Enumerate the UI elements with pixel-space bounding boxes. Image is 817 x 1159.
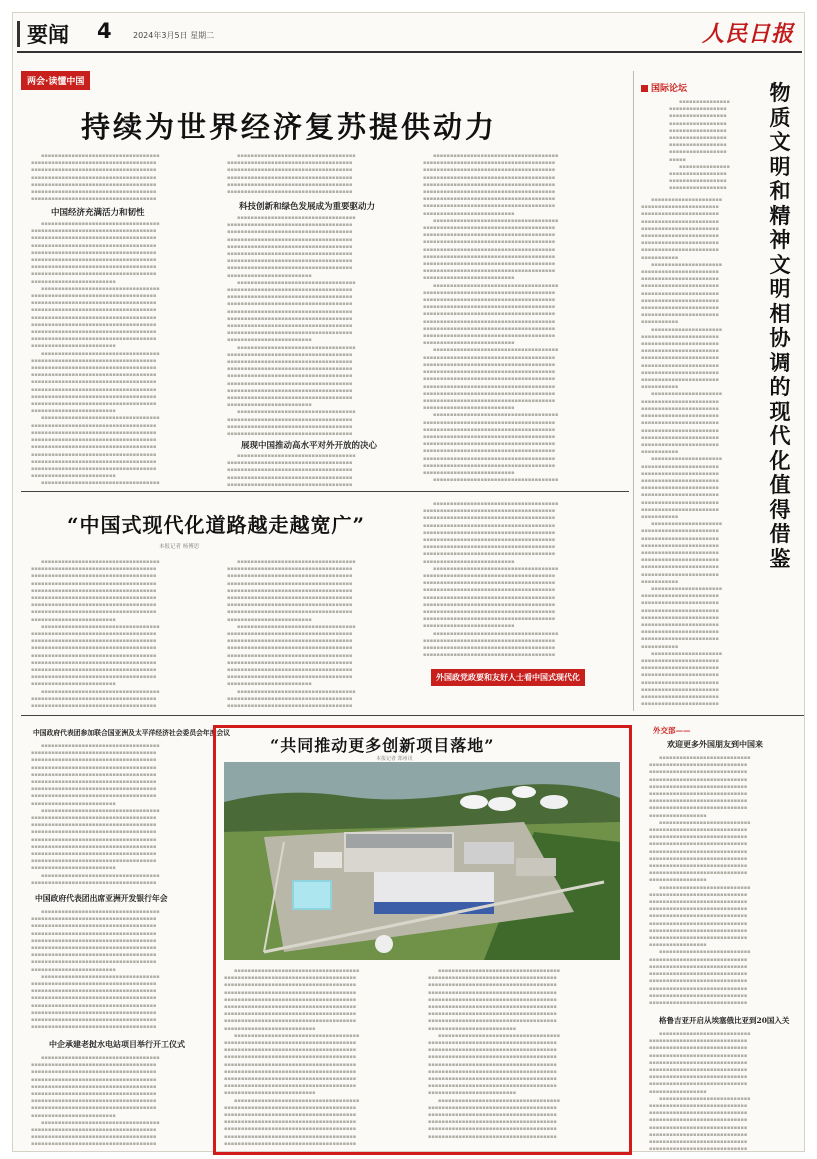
middle-story-column-1: ▪▪▪▪▪▪▪▪▪▪▪▪▪▪▪▪▪▪▪▪▪▪▪▪▪▪▪▪▪▪▪▪▪▪▪ ▪▪▪▪▪▪▪▪▪▪▪▪▪▪▪▪▪▪▪▪▪▪▪▪▪▪▪▪▪▪▪▪▪▪▪▪▪ ▪▪▪▪▪▪▪▪▪▪▪▪▪▪▪▪▪▪▪▪▪▪▪▪▪▪▪▪▪▪▪▪▪▪▪▪▪ ▪▪▪▪▪▪▪▪▪▪▪▪▪▪▪▪▪▪▪▪▪▪▪▪▪▪▪▪▪▪▪▪▪▪▪▪▪ ▪▪▪▪▪▪▪▪▪▪▪▪▪▪▪▪▪▪▪▪▪▪▪▪▪▪▪▪▪▪▪▪▪▪▪▪▪ ▪▪▪▪▪▪▪▪▪▪▪▪▪▪▪▪▪▪▪▪▪▪▪▪▪▪▪▪▪▪▪▪▪▪▪▪▪ ▪▪▪▪▪▪▪▪▪▪▪▪▪▪▪▪▪▪▪▪▪▪▪▪▪▪▪▪▪▪▪▪▪▪▪▪▪ ▪▪▪▪▪▪▪▪▪▪▪▪▪▪▪▪▪▪▪▪▪▪▪▪▪▪▪▪▪▪▪▪▪▪▪▪▪ ▪▪▪▪▪▪▪▪▪▪▪▪▪▪▪▪▪▪▪▪▪▪▪▪▪ ▪▪▪▪▪▪▪▪▪▪▪▪▪▪▪▪▪▪▪▪▪▪▪▪▪▪▪▪▪▪▪▪▪▪▪ ▪▪▪▪▪▪▪▪▪▪▪▪▪▪▪▪▪▪▪▪▪▪▪▪▪▪▪▪▪▪▪▪▪▪▪▪▪ ▪▪▪▪▪▪▪▪▪▪▪▪▪▪▪▪▪▪▪▪▪▪▪▪▪▪▪▪▪▪▪▪▪▪▪▪▪ ▪▪▪▪▪▪▪▪▪▪▪▪▪▪▪▪▪▪▪▪▪▪▪▪▪▪▪▪▪▪▪▪▪▪▪▪▪ ▪▪▪▪▪▪▪▪▪▪▪▪▪▪▪▪▪▪▪▪▪▪▪▪▪▪▪▪▪▪▪▪▪▪▪▪▪ ▪▪▪▪▪▪▪▪▪▪▪▪▪▪▪▪▪▪▪▪▪▪▪▪▪▪▪▪▪▪▪▪▪▪▪▪▪ ▪▪▪▪▪▪▪▪▪▪▪▪▪▪▪▪▪▪▪▪▪▪▪▪▪▪▪▪▪▪▪▪▪▪▪▪▪ ▪▪▪▪▪▪▪▪▪▪▪▪▪▪▪▪▪▪▪▪▪▪▪▪▪▪▪▪▪▪▪▪▪▪▪▪▪ ▪▪▪▪▪▪▪▪▪▪▪▪▪▪▪▪▪▪▪▪▪▪▪▪▪ ▪▪▪▪▪▪▪▪▪▪▪▪▪▪▪▪▪▪▪▪▪▪▪▪▪▪▪▪▪▪▪▪▪▪▪ ▪▪▪▪▪▪▪▪▪▪▪▪▪▪▪▪▪▪▪▪▪▪▪▪▪▪▪▪▪▪▪▪▪▪▪▪▪ ▪▪▪▪▪▪▪▪▪▪▪▪▪▪▪▪▪▪▪▪▪▪▪▪▪▪▪▪▪▪▪▪▪▪▪▪▪ bbox=[31, 559, 160, 710]
top-story-subhead-1: 中国经济充满活力和韧性 bbox=[51, 208, 145, 218]
left-brief-body-3: ▪▪▪▪▪▪▪▪▪▪▪▪▪▪▪▪▪▪▪▪▪▪▪▪▪▪▪▪▪▪▪▪▪▪▪ ▪▪▪▪▪▪▪▪▪▪▪▪▪▪▪▪▪▪▪▪▪▪▪▪▪▪▪▪▪▪▪▪▪▪▪▪▪ ▪▪▪▪▪▪▪▪▪▪▪▪▪▪▪▪▪▪▪▪▪▪▪▪▪▪▪▪▪▪▪▪▪▪▪▪▪ ▪▪▪▪▪▪▪▪▪▪▪▪▪▪▪▪▪▪▪▪▪▪▪▪▪▪▪▪▪▪▪▪▪▪▪▪▪ ▪▪▪▪▪▪▪▪▪▪▪▪▪▪▪▪▪▪▪▪▪▪▪▪▪▪▪▪▪▪▪▪▪▪▪▪▪ ▪▪▪▪▪▪▪▪▪▪▪▪▪▪▪▪▪▪▪▪▪▪▪▪▪▪▪▪▪▪▪▪▪▪▪▪▪ ▪▪▪▪▪▪▪▪▪▪▪▪▪▪▪▪▪▪▪▪▪▪▪▪▪▪▪▪▪▪▪▪▪▪▪▪▪ ▪▪▪▪▪▪▪▪▪▪▪▪▪▪▪▪▪▪▪▪▪▪▪▪▪▪▪▪▪▪▪▪▪▪▪▪▪ ▪▪▪▪▪▪▪▪▪▪▪▪▪▪▪▪▪▪▪▪▪▪▪▪▪ ▪▪▪▪▪▪▪▪▪▪▪▪▪▪▪▪▪▪▪▪▪▪▪▪▪▪▪▪▪▪▪▪▪▪▪ ▪▪▪▪▪▪▪▪▪▪▪▪▪▪▪▪▪▪▪▪▪▪▪▪▪▪▪▪▪▪▪▪▪▪▪▪▪ ▪▪▪▪▪▪▪▪▪▪▪▪▪▪▪▪▪▪▪▪▪▪▪▪▪▪▪▪▪▪▪▪▪▪▪▪▪ ▪▪▪▪▪▪▪▪▪▪▪▪▪▪▪▪▪▪▪▪▪▪▪▪▪▪▪▪▪▪▪▪▪▪▪▪▪ bbox=[31, 1055, 160, 1148]
forum-body: ▪▪▪▪▪▪▪▪▪▪▪▪▪▪▪▪▪▪▪▪▪ ▪▪▪▪▪▪▪▪▪▪▪▪▪▪▪▪▪▪▪▪▪▪▪ ▪▪▪▪▪▪▪▪▪▪▪▪▪▪▪▪▪▪▪▪▪▪▪ ▪▪▪▪▪▪▪▪▪▪▪▪▪▪▪▪▪▪▪▪▪▪▪ ▪▪▪▪▪▪▪▪▪▪▪▪▪▪▪▪▪▪▪▪▪▪▪ ▪▪▪▪▪▪▪▪▪▪▪▪▪▪▪▪▪▪▪▪▪▪▪ ▪▪▪▪▪▪▪▪▪▪▪▪▪▪▪▪▪▪▪▪▪▪▪ ▪▪▪▪▪▪▪▪▪▪▪▪▪▪▪▪▪▪▪▪▪▪▪ ▪▪▪▪▪▪▪▪▪▪▪ ▪▪▪▪▪▪▪▪▪▪▪▪▪▪▪▪▪▪▪▪▪ ▪▪▪▪▪▪▪▪▪▪▪▪▪▪▪▪▪▪▪▪▪▪▪ ▪▪▪▪▪▪▪▪▪▪▪▪▪▪▪▪▪▪▪▪▪▪▪ ▪▪▪▪▪▪▪▪▪▪▪▪▪▪▪▪▪▪▪▪▪▪▪ ▪▪▪▪▪▪▪▪▪▪▪▪▪▪▪▪▪▪▪▪▪▪▪ ▪▪▪▪▪▪▪▪▪▪▪▪▪▪▪▪▪▪▪▪▪▪▪ ▪▪▪▪▪▪▪▪▪▪▪▪▪▪▪▪▪▪▪▪▪▪▪ ▪▪▪▪▪▪▪▪▪▪▪▪▪▪▪▪▪▪▪▪▪▪▪ ▪▪▪▪▪▪▪▪▪▪▪ ▪▪▪▪▪▪▪▪▪▪▪▪▪▪▪▪▪▪▪▪▪ ▪▪▪▪▪▪▪▪▪▪▪▪▪▪▪▪▪▪▪▪▪▪▪ ▪▪▪▪▪▪▪▪▪▪▪▪▪▪▪▪▪▪▪▪▪▪▪ ▪▪▪▪▪▪▪▪▪▪▪▪▪▪▪▪▪▪▪▪▪▪▪ ▪▪▪▪▪▪▪▪▪▪▪▪▪▪▪▪▪▪▪▪▪▪▪ ▪▪▪▪▪▪▪▪▪▪▪▪▪▪▪▪▪▪▪▪▪▪▪ ▪▪▪▪▪▪▪▪▪▪▪▪▪▪▪▪▪▪▪▪▪▪▪ ▪▪▪▪▪▪▪▪▪▪▪▪▪▪▪▪▪▪▪▪▪▪▪ ▪▪▪▪▪▪▪▪▪▪▪ ▪▪▪▪▪▪▪▪▪▪▪▪▪▪▪▪▪▪▪▪▪ ▪▪▪▪▪▪▪▪▪▪▪▪▪▪▪▪▪▪▪▪▪▪▪ ▪▪▪▪▪▪▪▪▪▪▪▪▪▪▪▪▪▪▪▪▪▪▪ ▪▪▪▪▪▪▪▪▪▪▪▪▪▪▪▪▪▪▪▪▪▪▪ ▪▪▪▪▪▪▪▪▪▪▪▪▪▪▪▪▪▪▪▪▪▪▪ ▪▪▪▪▪▪▪▪▪▪▪▪▪▪▪▪▪▪▪▪▪▪▪ ▪▪▪▪▪▪▪▪▪▪▪▪▪▪▪▪▪▪▪▪▪▪▪ ▪▪▪▪▪▪▪▪▪▪▪▪▪▪▪▪▪▪▪▪▪▪▪ ▪▪▪▪▪▪▪▪▪▪▪ ▪▪▪▪▪▪▪▪▪▪▪▪▪▪▪▪▪▪▪▪▪ ▪▪▪▪▪▪▪▪▪▪▪▪▪▪▪▪▪▪▪▪▪▪▪ ▪▪▪▪▪▪▪▪▪▪▪▪▪▪▪▪▪▪▪▪▪▪▪ ▪▪▪▪▪▪▪▪▪▪▪▪▪▪▪▪▪▪▪▪▪▪▪ ▪▪▪▪▪▪▪▪▪▪▪▪▪▪▪▪▪▪▪▪▪▪▪ ▪▪▪▪▪▪▪▪▪▪▪▪▪▪▪▪▪▪▪▪▪▪▪ ▪▪▪▪▪▪▪▪▪▪▪▪▪▪▪▪▪▪▪▪▪▪▪ ▪▪▪▪▪▪▪▪▪▪▪▪▪▪▪▪▪▪▪▪▪▪▪ ▪▪▪▪▪▪▪▪▪▪▪ ▪▪▪▪▪▪▪▪▪▪▪▪▪▪▪▪▪▪▪▪▪ ▪▪▪▪▪▪▪▪▪▪▪▪▪▪▪▪▪▪▪▪▪▪▪ ▪▪▪▪▪▪▪▪▪▪▪▪▪▪▪▪▪▪▪▪▪▪▪ ▪▪▪▪▪▪▪▪▪▪▪▪▪▪▪▪▪▪▪▪▪▪▪ ▪▪▪▪▪▪▪▪▪▪▪▪▪▪▪▪▪▪▪▪▪▪▪ ▪▪▪▪▪▪▪▪▪▪▪▪▪▪▪▪▪▪▪▪▪▪▪ ▪▪▪▪▪▪▪▪▪▪▪▪▪▪▪▪▪▪▪▪▪▪▪ ▪▪▪▪▪▪▪▪▪▪▪▪▪▪▪▪▪▪▪▪▪▪▪ ▪▪▪▪▪▪▪▪▪▪▪ ▪▪▪▪▪▪▪▪▪▪▪▪▪▪▪▪▪▪▪▪▪ ▪▪▪▪▪▪▪▪▪▪▪▪▪▪▪▪▪▪▪▪▪▪▪ ▪▪▪▪▪▪▪▪▪▪▪▪▪▪▪▪▪▪▪▪▪▪▪ ▪▪▪▪▪▪▪▪▪▪▪▪▪▪▪▪▪▪▪▪▪▪▪ ▪▪▪▪▪▪▪▪▪▪▪▪▪▪▪▪▪▪▪▪▪▪▪ ▪▪▪▪▪▪▪▪▪▪▪▪▪▪▪▪▪▪▪▪▪▪▪ ▪▪▪▪▪▪▪▪▪▪▪▪▪▪▪▪▪▪▪▪▪▪▪ ▪▪▪▪▪▪▪▪▪▪▪▪▪▪▪▪▪▪▪▪▪▪▪ ▪▪▪▪▪▪▪▪▪▪▪ ▪▪▪▪▪▪▪▪▪▪▪▪▪▪▪▪▪▪▪▪▪ ▪▪▪▪▪▪▪▪▪▪▪▪▪▪▪▪▪▪▪▪▪▪▪ ▪▪▪▪▪▪▪▪▪▪▪▪▪▪▪▪▪▪▪▪▪▪▪ ▪▪▪▪▪▪▪▪▪▪▪▪▪▪▪▪▪▪▪▪▪▪▪ ▪▪▪▪▪▪▪▪▪▪▪▪▪▪▪▪▪▪▪▪▪▪▪ ▪▪▪▪▪▪▪▪▪▪▪▪▪▪▪▪▪▪▪▪▪▪▪ ▪▪▪▪▪▪▪▪▪▪▪▪▪▪▪▪▪▪▪▪▪▪▪ ▪▪▪▪▪▪▪▪▪▪▪▪▪▪▪▪▪▪▪▪▪▪▪ bbox=[641, 197, 723, 708]
highlighted-story-column-2: ▪▪▪▪▪▪▪▪▪▪▪▪▪▪▪▪▪▪▪▪▪▪▪▪▪▪▪▪▪▪▪▪▪▪▪▪ ▪▪▪▪▪▪▪▪▪▪▪▪▪▪▪▪▪▪▪▪▪▪▪▪▪▪▪▪▪▪▪▪▪▪▪▪▪▪ ▪▪▪▪▪▪▪▪▪▪▪▪▪▪▪▪▪▪▪▪▪▪▪▪▪▪▪▪▪▪▪▪▪▪▪▪▪▪ ▪▪▪▪▪▪▪▪▪▪▪▪▪▪▪▪▪▪▪▪▪▪▪▪▪▪▪▪▪▪▪▪▪▪▪▪▪▪ ▪▪▪▪▪▪▪▪▪▪▪▪▪▪▪▪▪▪▪▪▪▪▪▪▪▪▪▪▪▪▪▪▪▪▪▪▪▪ ▪▪▪▪▪▪▪▪▪▪▪▪▪▪▪▪▪▪▪▪▪▪▪▪▪▪▪▪▪▪▪▪▪▪▪▪▪▪ ▪▪▪▪▪▪▪▪▪▪▪▪▪▪▪▪▪▪▪▪▪▪▪▪▪▪▪▪▪▪▪▪▪▪▪▪▪▪ ▪▪▪▪▪▪▪▪▪▪▪▪▪▪▪▪▪▪▪▪▪▪▪▪▪▪▪▪▪▪▪▪▪▪▪▪▪▪ ▪▪▪▪▪▪▪▪▪▪▪▪▪▪▪▪▪▪▪▪▪▪▪▪▪▪ ▪▪▪▪▪▪▪▪▪▪▪▪▪▪▪▪▪▪▪▪▪▪▪▪▪▪▪▪▪▪▪▪▪▪▪▪ ▪▪▪▪▪▪▪▪▪▪▪▪▪▪▪▪▪▪▪▪▪▪▪▪▪▪▪▪▪▪▪▪▪▪▪▪▪▪ ▪▪▪▪▪▪▪▪▪▪▪▪▪▪▪▪▪▪▪▪▪▪▪▪▪▪▪▪▪▪▪▪▪▪▪▪▪▪ ▪▪▪▪▪▪▪▪▪▪▪▪▪▪▪▪▪▪▪▪▪▪▪▪▪▪▪▪▪▪▪▪▪▪▪▪▪▪ ▪▪▪▪▪▪▪▪▪▪▪▪▪▪▪▪▪▪▪▪▪▪▪▪▪▪▪▪▪▪▪▪▪▪▪▪▪▪ ▪▪▪▪▪▪▪▪▪▪▪▪▪▪▪▪▪▪▪▪▪▪▪▪▪▪▪▪▪▪▪▪▪▪▪▪▪▪ ▪▪▪▪▪▪▪▪▪▪▪▪▪▪▪▪▪▪▪▪▪▪▪▪▪▪▪▪▪▪▪▪▪▪▪▪▪▪ ▪▪▪▪▪▪▪▪▪▪▪▪▪▪▪▪▪▪▪▪▪▪▪▪▪▪▪▪▪▪▪▪▪▪▪▪▪▪ ▪▪▪▪▪▪▪▪▪▪▪▪▪▪▪▪▪▪▪▪▪▪▪▪▪▪ ▪▪▪▪▪▪▪▪▪▪▪▪▪▪▪▪▪▪▪▪▪▪▪▪▪▪▪▪▪▪▪▪▪▪▪▪ ▪▪▪▪▪▪▪▪▪▪▪▪▪▪▪▪▪▪▪▪▪▪▪▪▪▪▪▪▪▪▪▪▪▪▪▪▪▪ ▪▪▪▪▪▪▪▪▪▪▪▪▪▪▪▪▪▪▪▪▪▪▪▪▪▪▪▪▪▪▪▪▪▪▪▪▪▪ ▪▪▪▪▪▪▪▪▪▪▪▪▪▪▪▪▪▪▪▪▪▪▪▪▪▪▪▪▪▪▪▪▪▪▪▪▪▪ ▪▪▪▪▪▪▪▪▪▪▪▪▪▪▪▪▪▪▪▪▪▪▪▪▪▪▪▪▪▪▪▪▪▪▪▪▪▪ ▪▪▪▪▪▪▪▪▪▪▪▪▪▪▪▪▪▪▪▪▪▪▪▪▪▪▪▪▪▪▪▪▪▪▪▪▪▪ bbox=[428, 968, 560, 1140]
forum-tag-marker bbox=[641, 85, 648, 92]
left-brief-body-2: ▪▪▪▪▪▪▪▪▪▪▪▪▪▪▪▪▪▪▪▪▪▪▪▪▪▪▪▪▪▪▪▪▪▪▪ ▪▪▪▪▪▪▪▪▪▪▪▪▪▪▪▪▪▪▪▪▪▪▪▪▪▪▪▪▪▪▪▪▪▪▪▪▪ ▪▪▪▪▪▪▪▪▪▪▪▪▪▪▪▪▪▪▪▪▪▪▪▪▪▪▪▪▪▪▪▪▪▪▪▪▪ ▪▪▪▪▪▪▪▪▪▪▪▪▪▪▪▪▪▪▪▪▪▪▪▪▪▪▪▪▪▪▪▪▪▪▪▪▪ ▪▪▪▪▪▪▪▪▪▪▪▪▪▪▪▪▪▪▪▪▪▪▪▪▪▪▪▪▪▪▪▪▪▪▪▪▪ ▪▪▪▪▪▪▪▪▪▪▪▪▪▪▪▪▪▪▪▪▪▪▪▪▪▪▪▪▪▪▪▪▪▪▪▪▪ ▪▪▪▪▪▪▪▪▪▪▪▪▪▪▪▪▪▪▪▪▪▪▪▪▪▪▪▪▪▪▪▪▪▪▪▪▪ ▪▪▪▪▪▪▪▪▪▪▪▪▪▪▪▪▪▪▪▪▪▪▪▪▪▪▪▪▪▪▪▪▪▪▪▪▪ ▪▪▪▪▪▪▪▪▪▪▪▪▪▪▪▪▪▪▪▪▪▪▪▪▪ ▪▪▪▪▪▪▪▪▪▪▪▪▪▪▪▪▪▪▪▪▪▪▪▪▪▪▪▪▪▪▪▪▪▪▪ ▪▪▪▪▪▪▪▪▪▪▪▪▪▪▪▪▪▪▪▪▪▪▪▪▪▪▪▪▪▪▪▪▪▪▪▪▪ ▪▪▪▪▪▪▪▪▪▪▪▪▪▪▪▪▪▪▪▪▪▪▪▪▪▪▪▪▪▪▪▪▪▪▪▪▪ ▪▪▪▪▪▪▪▪▪▪▪▪▪▪▪▪▪▪▪▪▪▪▪▪▪▪▪▪▪▪▪▪▪▪▪▪▪ ▪▪▪▪▪▪▪▪▪▪▪▪▪▪▪▪▪▪▪▪▪▪▪▪▪▪▪▪▪▪▪▪▪▪▪▪▪ ▪▪▪▪▪▪▪▪▪▪▪▪▪▪▪▪▪▪▪▪▪▪▪▪▪▪▪▪▪▪▪▪▪▪▪▪▪ ▪▪▪▪▪▪▪▪▪▪▪▪▪▪▪▪▪▪▪▪▪▪▪▪▪▪▪▪▪▪▪▪▪▪▪▪▪ ▪▪▪▪▪▪▪▪▪▪▪▪▪▪▪▪▪▪▪▪▪▪▪▪▪▪▪▪▪▪▪▪▪▪▪▪▪ bbox=[31, 909, 160, 1031]
divider-middle bbox=[21, 715, 804, 716]
middle-story-column-3: ▪▪▪▪▪▪▪▪▪▪▪▪▪▪▪▪▪▪▪▪▪▪▪▪▪▪▪▪▪▪▪▪▪▪▪▪▪ ▪▪▪▪▪▪▪▪▪▪▪▪▪▪▪▪▪▪▪▪▪▪▪▪▪▪▪▪▪▪▪▪▪▪▪▪▪▪▪ ▪▪▪▪▪▪▪▪▪▪▪▪▪▪▪▪▪▪▪▪▪▪▪▪▪▪▪▪▪▪▪▪▪▪▪▪▪▪▪ ▪▪▪▪▪▪▪▪▪▪▪▪▪▪▪▪▪▪▪▪▪▪▪▪▪▪▪▪▪▪▪▪▪▪▪▪▪▪▪ ▪▪▪▪▪▪▪▪▪▪▪▪▪▪▪▪▪▪▪▪▪▪▪▪▪▪▪▪▪▪▪▪▪▪▪▪▪▪▪ ▪▪▪▪▪▪▪▪▪▪▪▪▪▪▪▪▪▪▪▪▪▪▪▪▪▪▪▪▪▪▪▪▪▪▪▪▪▪▪ ▪▪▪▪▪▪▪▪▪▪▪▪▪▪▪▪▪▪▪▪▪▪▪▪▪▪▪▪▪▪▪▪▪▪▪▪▪▪▪ ▪▪▪▪▪▪▪▪▪▪▪▪▪▪▪▪▪▪▪▪▪▪▪▪▪▪▪▪▪▪▪▪▪▪▪▪▪▪▪ ▪▪▪▪▪▪▪▪▪▪▪▪▪▪▪▪▪▪▪▪▪▪▪▪▪▪▪ ▪▪▪▪▪▪▪▪▪▪▪▪▪▪▪▪▪▪▪▪▪▪▪▪▪▪▪▪▪▪▪▪▪▪▪▪▪ ▪▪▪▪▪▪▪▪▪▪▪▪▪▪▪▪▪▪▪▪▪▪▪▪▪▪▪▪▪▪▪▪▪▪▪▪▪▪▪ ▪▪▪▪▪▪▪▪▪▪▪▪▪▪▪▪▪▪▪▪▪▪▪▪▪▪▪▪▪▪▪▪▪▪▪▪▪▪▪ ▪▪▪▪▪▪▪▪▪▪▪▪▪▪▪▪▪▪▪▪▪▪▪▪▪▪▪▪▪▪▪▪▪▪▪▪▪▪▪ ▪▪▪▪▪▪▪▪▪▪▪▪▪▪▪▪▪▪▪▪▪▪▪▪▪▪▪▪▪▪▪▪▪▪▪▪▪▪▪ ▪▪▪▪▪▪▪▪▪▪▪▪▪▪▪▪▪▪▪▪▪▪▪▪▪▪▪▪▪▪▪▪▪▪▪▪▪▪▪ ▪▪▪▪▪▪▪▪▪▪▪▪▪▪▪▪▪▪▪▪▪▪▪▪▪▪▪▪▪▪▪▪▪▪▪▪▪▪▪ ▪▪▪▪▪▪▪▪▪▪▪▪▪▪▪▪▪▪▪▪▪▪▪▪▪▪▪▪▪▪▪▪▪▪▪▪▪▪▪ ▪▪▪▪▪▪▪▪▪▪▪▪▪▪▪▪▪▪▪▪▪▪▪▪▪▪▪ ▪▪▪▪▪▪▪▪▪▪▪▪▪▪▪▪▪▪▪▪▪▪▪▪▪▪▪▪▪▪▪▪▪▪▪▪▪ ▪▪▪▪▪▪▪▪▪▪▪▪▪▪▪▪▪▪▪▪▪▪▪▪▪▪▪▪▪▪▪▪▪▪▪▪▪▪▪ ▪▪▪▪▪▪▪▪▪▪▪▪▪▪▪▪▪▪▪▪▪▪▪▪▪▪▪▪▪▪▪▪▪▪▪▪▪▪▪ ▪▪▪▪▪▪▪▪▪▪▪▪▪▪▪▪▪▪▪▪▪▪▪▪▪▪▪▪▪▪▪▪▪▪▪▪▪▪▪ bbox=[423, 501, 559, 659]
photo-illustration bbox=[224, 762, 620, 960]
middle-story-byline: 本报记者 杨傅思 bbox=[159, 544, 200, 550]
left-brief-headline-1: 中国政府代表团参加联合国亚洲及太平洋经济社会委员会年度会议 bbox=[33, 729, 231, 737]
divider-top-story bbox=[21, 491, 629, 492]
page-number: 4 bbox=[97, 19, 112, 43]
top-story-column-2a: ▪▪▪▪▪▪▪▪▪▪▪▪▪▪▪▪▪▪▪▪▪▪▪▪▪▪▪▪▪▪▪▪▪▪▪ ▪▪▪▪▪▪▪▪▪▪▪▪▪▪▪▪▪▪▪▪▪▪▪▪▪▪▪▪▪▪▪▪▪▪▪▪▪ ▪▪▪▪▪▪▪▪▪▪▪▪▪▪▪▪▪▪▪▪▪▪▪▪▪▪▪▪▪▪▪▪▪▪▪▪▪ ▪▪▪▪▪▪▪▪▪▪▪▪▪▪▪▪▪▪▪▪▪▪▪▪▪▪▪▪▪▪▪▪▪▪▪▪▪ ▪▪▪▪▪▪▪▪▪▪▪▪▪▪▪▪▪▪▪▪▪▪▪▪▪▪▪▪▪▪▪▪▪▪▪▪▪ ▪▪▪▪▪▪▪▪▪▪▪▪▪▪▪▪▪▪▪▪▪▪▪▪▪▪▪▪▪▪▪▪▪▪▪▪▪ bbox=[227, 153, 356, 196]
middle-story-column-2: ▪▪▪▪▪▪▪▪▪▪▪▪▪▪▪▪▪▪▪▪▪▪▪▪▪▪▪▪▪▪▪▪▪▪▪ ▪▪▪▪▪▪▪▪▪▪▪▪▪▪▪▪▪▪▪▪▪▪▪▪▪▪▪▪▪▪▪▪▪▪▪▪▪ ▪▪▪▪▪▪▪▪▪▪▪▪▪▪▪▪▪▪▪▪▪▪▪▪▪▪▪▪▪▪▪▪▪▪▪▪▪ ▪▪▪▪▪▪▪▪▪▪▪▪▪▪▪▪▪▪▪▪▪▪▪▪▪▪▪▪▪▪▪▪▪▪▪▪▪ ▪▪▪▪▪▪▪▪▪▪▪▪▪▪▪▪▪▪▪▪▪▪▪▪▪▪▪▪▪▪▪▪▪▪▪▪▪ ▪▪▪▪▪▪▪▪▪▪▪▪▪▪▪▪▪▪▪▪▪▪▪▪▪▪▪▪▪▪▪▪▪▪▪▪▪ ▪▪▪▪▪▪▪▪▪▪▪▪▪▪▪▪▪▪▪▪▪▪▪▪▪▪▪▪▪▪▪▪▪▪▪▪▪ ▪▪▪▪▪▪▪▪▪▪▪▪▪▪▪▪▪▪▪▪▪▪▪▪▪▪▪▪▪▪▪▪▪▪▪▪▪ ▪▪▪▪▪▪▪▪▪▪▪▪▪▪▪▪▪▪▪▪▪▪▪▪▪ ▪▪▪▪▪▪▪▪▪▪▪▪▪▪▪▪▪▪▪▪▪▪▪▪▪▪▪▪▪▪▪▪▪▪▪ ▪▪▪▪▪▪▪▪▪▪▪▪▪▪▪▪▪▪▪▪▪▪▪▪▪▪▪▪▪▪▪▪▪▪▪▪▪ ▪▪▪▪▪▪▪▪▪▪▪▪▪▪▪▪▪▪▪▪▪▪▪▪▪▪▪▪▪▪▪▪▪▪▪▪▪ ▪▪▪▪▪▪▪▪▪▪▪▪▪▪▪▪▪▪▪▪▪▪▪▪▪▪▪▪▪▪▪▪▪▪▪▪▪ ▪▪▪▪▪▪▪▪▪▪▪▪▪▪▪▪▪▪▪▪▪▪▪▪▪▪▪▪▪▪▪▪▪▪▪▪▪ ▪▪▪▪▪▪▪▪▪▪▪▪▪▪▪▪▪▪▪▪▪▪▪▪▪▪▪▪▪▪▪▪▪▪▪▪▪ ▪▪▪▪▪▪▪▪▪▪▪▪▪▪▪▪▪▪▪▪▪▪▪▪▪▪▪▪▪▪▪▪▪▪▪▪▪ ▪▪▪▪▪▪▪▪▪▪▪▪▪▪▪▪▪▪▪▪▪▪▪▪▪▪▪▪▪▪▪▪▪▪▪▪▪ ▪▪▪▪▪▪▪▪▪▪▪▪▪▪▪▪▪▪▪▪▪▪▪▪▪ ▪▪▪▪▪▪▪▪▪▪▪▪▪▪▪▪▪▪▪▪▪▪▪▪▪▪▪▪▪▪▪▪▪▪▪ ▪▪▪▪▪▪▪▪▪▪▪▪▪▪▪▪▪▪▪▪▪▪▪▪▪▪▪▪▪▪▪▪▪▪▪▪▪ ▪▪▪▪▪▪▪▪▪▪▪▪▪▪▪▪▪▪▪▪▪▪▪▪▪▪▪▪▪▪▪▪▪▪▪▪▪ bbox=[227, 559, 356, 710]
industrial-park-photo bbox=[224, 762, 620, 960]
highlighted-story-byline: 本报记者 郑州讯 bbox=[376, 756, 413, 762]
right-column-divider bbox=[633, 71, 634, 711]
right-brief-body-1: ▪▪▪▪▪▪▪▪▪▪▪▪▪▪▪▪▪▪▪▪▪▪▪▪▪▪▪ ▪▪▪▪▪▪▪▪▪▪▪▪▪▪▪▪▪▪▪▪▪▪▪▪▪▪▪▪▪ ▪▪▪▪▪▪▪▪▪▪▪▪▪▪▪▪▪▪▪▪▪▪▪▪▪▪▪▪▪ ▪▪▪▪▪▪▪▪▪▪▪▪▪▪▪▪▪▪▪▪▪▪▪▪▪▪▪▪▪ ▪▪▪▪▪▪▪▪▪▪▪▪▪▪▪▪▪▪▪▪▪▪▪▪▪▪▪▪▪ ▪▪▪▪▪▪▪▪▪▪▪▪▪▪▪▪▪▪▪▪▪▪▪▪▪▪▪▪▪ ▪▪▪▪▪▪▪▪▪▪▪▪▪▪▪▪▪▪▪▪▪▪▪▪▪▪▪▪▪ ▪▪▪▪▪▪▪▪▪▪▪▪▪▪▪▪▪▪▪▪▪▪▪▪▪▪▪▪▪ ▪▪▪▪▪▪▪▪▪▪▪▪▪▪▪▪▪ ▪▪▪▪▪▪▪▪▪▪▪▪▪▪▪▪▪▪▪▪▪▪▪▪▪▪▪ ▪▪▪▪▪▪▪▪▪▪▪▪▪▪▪▪▪▪▪▪▪▪▪▪▪▪▪▪▪ ▪▪▪▪▪▪▪▪▪▪▪▪▪▪▪▪▪▪▪▪▪▪▪▪▪▪▪▪▪ ▪▪▪▪▪▪▪▪▪▪▪▪▪▪▪▪▪▪▪▪▪▪▪▪▪▪▪▪▪ ▪▪▪▪▪▪▪▪▪▪▪▪▪▪▪▪▪▪▪▪▪▪▪▪▪▪▪▪▪ ▪▪▪▪▪▪▪▪▪▪▪▪▪▪▪▪▪▪▪▪▪▪▪▪▪▪▪▪▪ ▪▪▪▪▪▪▪▪▪▪▪▪▪▪▪▪▪▪▪▪▪▪▪▪▪▪▪▪▪ ▪▪▪▪▪▪▪▪▪▪▪▪▪▪▪▪▪▪▪▪▪▪▪▪▪▪▪▪▪ ▪▪▪▪▪▪▪▪▪▪▪▪▪▪▪▪▪ ▪▪▪▪▪▪▪▪▪▪▪▪▪▪▪▪▪▪▪▪▪▪▪▪▪▪▪ ▪▪▪▪▪▪▪▪▪▪▪▪▪▪▪▪▪▪▪▪▪▪▪▪▪▪▪▪▪ ▪▪▪▪▪▪▪▪▪▪▪▪▪▪▪▪▪▪▪▪▪▪▪▪▪▪▪▪▪ ▪▪▪▪▪▪▪▪▪▪▪▪▪▪▪▪▪▪▪▪▪▪▪▪▪▪▪▪▪ ▪▪▪▪▪▪▪▪▪▪▪▪▪▪▪▪▪▪▪▪▪▪▪▪▪▪▪▪▪ ▪▪▪▪▪▪▪▪▪▪▪▪▪▪▪▪▪▪▪▪▪▪▪▪▪▪▪▪▪ ▪▪▪▪▪▪▪▪▪▪▪▪▪▪▪▪▪▪▪▪▪▪▪▪▪▪▪▪▪ ▪▪▪▪▪▪▪▪▪▪▪▪▪▪▪▪▪▪▪▪▪▪▪▪▪▪▪▪▪ ▪▪▪▪▪▪▪▪▪▪▪▪▪▪▪▪▪ ▪▪▪▪▪▪▪▪▪▪▪▪▪▪▪▪▪▪▪▪▪▪▪▪▪▪▪ ▪▪▪▪▪▪▪▪▪▪▪▪▪▪▪▪▪▪▪▪▪▪▪▪▪▪▪▪▪ ▪▪▪▪▪▪▪▪▪▪▪▪▪▪▪▪▪▪▪▪▪▪▪▪▪▪▪▪▪ ▪▪▪▪▪▪▪▪▪▪▪▪▪▪▪▪▪▪▪▪▪▪▪▪▪▪▪▪▪ ▪▪▪▪▪▪▪▪▪▪▪▪▪▪▪▪▪▪▪▪▪▪▪▪▪▪▪▪▪ ▪▪▪▪▪▪▪▪▪▪▪▪▪▪▪▪▪▪▪▪▪▪▪▪▪▪▪▪▪ ▪▪▪▪▪▪▪▪▪▪▪▪▪▪▪▪▪▪▪▪▪▪▪▪▪▪▪▪▪ ▪▪▪▪▪▪▪▪▪▪▪▪▪▪▪▪▪▪▪▪▪▪▪▪▪▪▪▪▪ bbox=[649, 755, 751, 1006]
masthead-bar bbox=[17, 21, 20, 47]
forum-summary: ▪▪▪▪▪▪▪▪▪▪▪▪▪▪▪ ▪▪▪▪▪▪▪▪▪▪▪▪▪▪▪▪▪ ▪▪▪▪▪▪▪▪▪▪▪▪▪▪▪▪▪ ▪▪▪▪▪▪▪▪▪▪▪▪▪▪▪▪▪ ▪▪▪▪▪▪▪▪▪▪▪▪▪▪▪▪▪ ▪▪▪▪▪▪▪▪▪▪▪▪▪▪▪▪▪ ▪▪▪▪▪▪▪▪▪▪▪▪▪▪▪▪▪ ▪▪▪▪▪▪▪▪▪▪▪▪▪▪▪▪▪ ▪▪▪▪▪ ▪▪▪▪▪▪▪▪▪▪▪▪▪▪▪ ▪▪▪▪▪▪▪▪▪▪▪▪▪▪▪▪▪ ▪▪▪▪▪▪▪▪▪▪▪▪▪▪▪▪▪ ▪▪▪▪▪▪▪▪▪▪▪▪▪▪▪▪▪ bbox=[669, 99, 730, 192]
right-brief-headline-1: 欢迎更多外国朋友到中国来 bbox=[667, 739, 763, 749]
forum-tag-label: 国际论坛 bbox=[651, 84, 688, 94]
left-brief-headline-2: 中国政府代表团出席亚洲开发银行年会 bbox=[35, 894, 168, 903]
right-brief-tag: 外交部—— bbox=[653, 726, 691, 735]
middle-story-label: 外国政党政要和友好人士看中国式现代化 bbox=[431, 669, 585, 686]
middle-story-headline: “中国式现代化道路越走越宽广” bbox=[67, 513, 366, 537]
top-story-column-1b: ▪▪▪▪▪▪▪▪▪▪▪▪▪▪▪▪▪▪▪▪▪▪▪▪▪▪▪▪▪▪▪▪▪▪▪ ▪▪▪▪▪▪▪▪▪▪▪▪▪▪▪▪▪▪▪▪▪▪▪▪▪▪▪▪▪▪▪▪▪▪▪▪▪ ▪▪▪▪▪▪▪▪▪▪▪▪▪▪▪▪▪▪▪▪▪▪▪▪▪▪▪▪▪▪▪▪▪▪▪▪▪ ▪▪▪▪▪▪▪▪▪▪▪▪▪▪▪▪▪▪▪▪▪▪▪▪▪▪▪▪▪▪▪▪▪▪▪▪▪ ▪▪▪▪▪▪▪▪▪▪▪▪▪▪▪▪▪▪▪▪▪▪▪▪▪▪▪▪▪▪▪▪▪▪▪▪▪ ▪▪▪▪▪▪▪▪▪▪▪▪▪▪▪▪▪▪▪▪▪▪▪▪▪▪▪▪▪▪▪▪▪▪▪▪▪ ▪▪▪▪▪▪▪▪▪▪▪▪▪▪▪▪▪▪▪▪▪▪▪▪▪▪▪▪▪▪▪▪▪▪▪▪▪ ▪▪▪▪▪▪▪▪▪▪▪▪▪▪▪▪▪▪▪▪▪▪▪▪▪▪▪▪▪▪▪▪▪▪▪▪▪ ▪▪▪▪▪▪▪▪▪▪▪▪▪▪▪▪▪▪▪▪▪▪▪▪▪ ▪▪▪▪▪▪▪▪▪▪▪▪▪▪▪▪▪▪▪▪▪▪▪▪▪▪▪▪▪▪▪▪▪▪▪ ▪▪▪▪▪▪▪▪▪▪▪▪▪▪▪▪▪▪▪▪▪▪▪▪▪▪▪▪▪▪▪▪▪▪▪▪▪ ▪▪▪▪▪▪▪▪▪▪▪▪▪▪▪▪▪▪▪▪▪▪▪▪▪▪▪▪▪▪▪▪▪▪▪▪▪ ▪▪▪▪▪▪▪▪▪▪▪▪▪▪▪▪▪▪▪▪▪▪▪▪▪▪▪▪▪▪▪▪▪▪▪▪▪ ▪▪▪▪▪▪▪▪▪▪▪▪▪▪▪▪▪▪▪▪▪▪▪▪▪▪▪▪▪▪▪▪▪▪▪▪▪ ▪▪▪▪▪▪▪▪▪▪▪▪▪▪▪▪▪▪▪▪▪▪▪▪▪▪▪▪▪▪▪▪▪▪▪▪▪ ▪▪▪▪▪▪▪▪▪▪▪▪▪▪▪▪▪▪▪▪▪▪▪▪▪▪▪▪▪▪▪▪▪▪▪▪▪ ▪▪▪▪▪▪▪▪▪▪▪▪▪▪▪▪▪▪▪▪▪▪▪▪▪▪▪▪▪▪▪▪▪▪▪▪▪ ▪▪▪▪▪▪▪▪▪▪▪▪▪▪▪▪▪▪▪▪▪▪▪▪▪ ▪▪▪▪▪▪▪▪▪▪▪▪▪▪▪▪▪▪▪▪▪▪▪▪▪▪▪▪▪▪▪▪▪▪▪ ▪▪▪▪▪▪▪▪▪▪▪▪▪▪▪▪▪▪▪▪▪▪▪▪▪▪▪▪▪▪▪▪▪▪▪▪▪ ▪▪▪▪▪▪▪▪▪▪▪▪▪▪▪▪▪▪▪▪▪▪▪▪▪▪▪▪▪▪▪▪▪▪▪▪▪ ▪▪▪▪▪▪▪▪▪▪▪▪▪▪▪▪▪▪▪▪▪▪▪▪▪▪▪▪▪▪▪▪▪▪▪▪▪ ▪▪▪▪▪▪▪▪▪▪▪▪▪▪▪▪▪▪▪▪▪▪▪▪▪▪▪▪▪▪▪▪▪▪▪▪▪ ▪▪▪▪▪▪▪▪▪▪▪▪▪▪▪▪▪▪▪▪▪▪▪▪▪▪▪▪▪▪▪▪▪▪▪▪▪ ▪▪▪▪▪▪▪▪▪▪▪▪▪▪▪▪▪▪▪▪▪▪▪▪▪▪▪▪▪▪▪▪▪▪▪▪▪ ▪▪▪▪▪▪▪▪▪▪▪▪▪▪▪▪▪▪▪▪▪▪▪▪▪▪▪▪▪▪▪▪▪▪▪▪▪ ▪▪▪▪▪▪▪▪▪▪▪▪▪▪▪▪▪▪▪▪▪▪▪▪▪ ▪▪▪▪▪▪▪▪▪▪▪▪▪▪▪▪▪▪▪▪▪▪▪▪▪▪▪▪▪▪▪▪▪▪▪ ▪▪▪▪▪▪▪▪▪▪▪▪▪▪▪▪▪▪▪▪▪▪▪▪▪▪▪▪▪▪▪▪▪▪▪▪▪ ▪▪▪▪▪▪▪▪▪▪▪▪▪▪▪▪▪▪▪▪▪▪▪▪▪▪▪▪▪▪▪▪▪▪▪▪▪ ▪▪▪▪▪▪▪▪▪▪▪▪▪▪▪▪▪▪▪▪▪▪▪▪▪▪▪▪▪▪▪▪▪▪▪▪▪ ▪▪▪▪▪▪▪▪▪▪▪▪▪▪▪▪▪▪▪▪▪▪▪▪▪▪▪▪▪▪▪▪▪▪▪▪▪ ▪▪▪▪▪▪▪▪▪▪▪▪▪▪▪▪▪▪▪▪▪▪▪▪▪▪▪▪▪▪▪▪▪▪▪▪▪ ▪▪▪▪▪▪▪▪▪▪▪▪▪▪▪▪▪▪▪▪▪▪▪▪▪▪▪▪▪▪▪▪▪▪▪▪▪ ▪▪▪▪▪▪▪▪▪▪▪▪▪▪▪▪▪▪▪▪▪▪▪▪▪▪▪▪▪▪▪▪▪▪▪▪▪ ▪▪▪▪▪▪▪▪▪▪▪▪▪▪▪▪▪▪▪▪▪▪▪▪▪ ▪▪▪▪▪▪▪▪▪▪▪▪▪▪▪▪▪▪▪▪▪▪▪▪▪▪▪▪▪▪▪▪▪▪▪ bbox=[31, 221, 160, 487]
left-brief-body-1: ▪▪▪▪▪▪▪▪▪▪▪▪▪▪▪▪▪▪▪▪▪▪▪▪▪▪▪▪▪▪▪▪▪▪▪ ▪▪▪▪▪▪▪▪▪▪▪▪▪▪▪▪▪▪▪▪▪▪▪▪▪▪▪▪▪▪▪▪▪▪▪▪▪ ▪▪▪▪▪▪▪▪▪▪▪▪▪▪▪▪▪▪▪▪▪▪▪▪▪▪▪▪▪▪▪▪▪▪▪▪▪ ▪▪▪▪▪▪▪▪▪▪▪▪▪▪▪▪▪▪▪▪▪▪▪▪▪▪▪▪▪▪▪▪▪▪▪▪▪ ▪▪▪▪▪▪▪▪▪▪▪▪▪▪▪▪▪▪▪▪▪▪▪▪▪▪▪▪▪▪▪▪▪▪▪▪▪ ▪▪▪▪▪▪▪▪▪▪▪▪▪▪▪▪▪▪▪▪▪▪▪▪▪▪▪▪▪▪▪▪▪▪▪▪▪ ▪▪▪▪▪▪▪▪▪▪▪▪▪▪▪▪▪▪▪▪▪▪▪▪▪▪▪▪▪▪▪▪▪▪▪▪▪ ▪▪▪▪▪▪▪▪▪▪▪▪▪▪▪▪▪▪▪▪▪▪▪▪▪▪▪▪▪▪▪▪▪▪▪▪▪ ▪▪▪▪▪▪▪▪▪▪▪▪▪▪▪▪▪▪▪▪▪▪▪▪▪ ▪▪▪▪▪▪▪▪▪▪▪▪▪▪▪▪▪▪▪▪▪▪▪▪▪▪▪▪▪▪▪▪▪▪▪ ▪▪▪▪▪▪▪▪▪▪▪▪▪▪▪▪▪▪▪▪▪▪▪▪▪▪▪▪▪▪▪▪▪▪▪▪▪ ▪▪▪▪▪▪▪▪▪▪▪▪▪▪▪▪▪▪▪▪▪▪▪▪▪▪▪▪▪▪▪▪▪▪▪▪▪ ▪▪▪▪▪▪▪▪▪▪▪▪▪▪▪▪▪▪▪▪▪▪▪▪▪▪▪▪▪▪▪▪▪▪▪▪▪ ▪▪▪▪▪▪▪▪▪▪▪▪▪▪▪▪▪▪▪▪▪▪▪▪▪▪▪▪▪▪▪▪▪▪▪▪▪ ▪▪▪▪▪▪▪▪▪▪▪▪▪▪▪▪▪▪▪▪▪▪▪▪▪▪▪▪▪▪▪▪▪▪▪▪▪ ▪▪▪▪▪▪▪▪▪▪▪▪▪▪▪▪▪▪▪▪▪▪▪▪▪▪▪▪▪▪▪▪▪▪▪▪▪ ▪▪▪▪▪▪▪▪▪▪▪▪▪▪▪▪▪▪▪▪▪▪▪▪▪▪▪▪▪▪▪▪▪▪▪▪▪ ▪▪▪▪▪▪▪▪▪▪▪▪▪▪▪▪▪▪▪▪▪▪▪▪▪ ▪▪▪▪▪▪▪▪▪▪▪▪▪▪▪▪▪▪▪▪▪▪▪▪▪▪▪▪▪▪▪▪▪▪▪ ▪▪▪▪▪▪▪▪▪▪▪▪▪▪▪▪▪▪▪▪▪▪▪▪▪▪▪▪▪▪▪▪▪▪▪▪▪ bbox=[31, 743, 160, 886]
top-story-column-2c: ▪▪▪▪▪▪▪▪▪▪▪▪▪▪▪▪▪▪▪▪▪▪▪▪▪▪▪▪▪▪▪▪▪▪▪ ▪▪▪▪▪▪▪▪▪▪▪▪▪▪▪▪▪▪▪▪▪▪▪▪▪▪▪▪▪▪▪▪▪▪▪▪▪ ▪▪▪▪▪▪▪▪▪▪▪▪▪▪▪▪▪▪▪▪▪▪▪▪▪▪▪▪▪▪▪▪▪▪▪▪▪ ▪▪▪▪▪▪▪▪▪▪▪▪▪▪▪▪▪▪▪▪▪▪▪▪▪▪▪▪▪▪▪▪▪▪▪▪▪ ▪▪▪▪▪▪▪▪▪▪▪▪▪▪▪▪▪▪▪▪▪▪▪▪▪▪▪▪▪▪▪▪▪▪▪▪▪ bbox=[227, 453, 356, 488]
top-story-subhead-3: 展现中国推动高水平对外开放的决心 bbox=[241, 441, 378, 451]
issue-date: 2024年3月5日 星期二 bbox=[133, 31, 215, 40]
forum-tag bbox=[641, 81, 687, 94]
top-story-column-3: ▪▪▪▪▪▪▪▪▪▪▪▪▪▪▪▪▪▪▪▪▪▪▪▪▪▪▪▪▪▪▪▪▪▪▪▪▪ ▪▪▪▪▪▪▪▪▪▪▪▪▪▪▪▪▪▪▪▪▪▪▪▪▪▪▪▪▪▪▪▪▪▪▪▪▪▪▪ ▪▪▪▪▪▪▪▪▪▪▪▪▪▪▪▪▪▪▪▪▪▪▪▪▪▪▪▪▪▪▪▪▪▪▪▪▪▪▪ ▪▪▪▪▪▪▪▪▪▪▪▪▪▪▪▪▪▪▪▪▪▪▪▪▪▪▪▪▪▪▪▪▪▪▪▪▪▪▪ ▪▪▪▪▪▪▪▪▪▪▪▪▪▪▪▪▪▪▪▪▪▪▪▪▪▪▪▪▪▪▪▪▪▪▪▪▪▪▪ ▪▪▪▪▪▪▪▪▪▪▪▪▪▪▪▪▪▪▪▪▪▪▪▪▪▪▪▪▪▪▪▪▪▪▪▪▪▪▪ ▪▪▪▪▪▪▪▪▪▪▪▪▪▪▪▪▪▪▪▪▪▪▪▪▪▪▪▪▪▪▪▪▪▪▪▪▪▪▪ ▪▪▪▪▪▪▪▪▪▪▪▪▪▪▪▪▪▪▪▪▪▪▪▪▪▪▪▪▪▪▪▪▪▪▪▪▪▪▪ ▪▪▪▪▪▪▪▪▪▪▪▪▪▪▪▪▪▪▪▪▪▪▪▪▪▪▪ ▪▪▪▪▪▪▪▪▪▪▪▪▪▪▪▪▪▪▪▪▪▪▪▪▪▪▪▪▪▪▪▪▪▪▪▪▪ ▪▪▪▪▪▪▪▪▪▪▪▪▪▪▪▪▪▪▪▪▪▪▪▪▪▪▪▪▪▪▪▪▪▪▪▪▪▪▪ ▪▪▪▪▪▪▪▪▪▪▪▪▪▪▪▪▪▪▪▪▪▪▪▪▪▪▪▪▪▪▪▪▪▪▪▪▪▪▪ ▪▪▪▪▪▪▪▪▪▪▪▪▪▪▪▪▪▪▪▪▪▪▪▪▪▪▪▪▪▪▪▪▪▪▪▪▪▪▪ ▪▪▪▪▪▪▪▪▪▪▪▪▪▪▪▪▪▪▪▪▪▪▪▪▪▪▪▪▪▪▪▪▪▪▪▪▪▪▪ ▪▪▪▪▪▪▪▪▪▪▪▪▪▪▪▪▪▪▪▪▪▪▪▪▪▪▪▪▪▪▪▪▪▪▪▪▪▪▪ ▪▪▪▪▪▪▪▪▪▪▪▪▪▪▪▪▪▪▪▪▪▪▪▪▪▪▪▪▪▪▪▪▪▪▪▪▪▪▪ ▪▪▪▪▪▪▪▪▪▪▪▪▪▪▪▪▪▪▪▪▪▪▪▪▪▪▪▪▪▪▪▪▪▪▪▪▪▪▪ ▪▪▪▪▪▪▪▪▪▪▪▪▪▪▪▪▪▪▪▪▪▪▪▪▪▪▪ ▪▪▪▪▪▪▪▪▪▪▪▪▪▪▪▪▪▪▪▪▪▪▪▪▪▪▪▪▪▪▪▪▪▪▪▪▪ ▪▪▪▪▪▪▪▪▪▪▪▪▪▪▪▪▪▪▪▪▪▪▪▪▪▪▪▪▪▪▪▪▪▪▪▪▪▪▪ ▪▪▪▪▪▪▪▪▪▪▪▪▪▪▪▪▪▪▪▪▪▪▪▪▪▪▪▪▪▪▪▪▪▪▪▪▪▪▪ ▪▪▪▪▪▪▪▪▪▪▪▪▪▪▪▪▪▪▪▪▪▪▪▪▪▪▪▪▪▪▪▪▪▪▪▪▪▪▪ ▪▪▪▪▪▪▪▪▪▪▪▪▪▪▪▪▪▪▪▪▪▪▪▪▪▪▪▪▪▪▪▪▪▪▪▪▪▪▪ ▪▪▪▪▪▪▪▪▪▪▪▪▪▪▪▪▪▪▪▪▪▪▪▪▪▪▪▪▪▪▪▪▪▪▪▪▪▪▪ ▪▪▪▪▪▪▪▪▪▪▪▪▪▪▪▪▪▪▪▪▪▪▪▪▪▪▪▪▪▪▪▪▪▪▪▪▪▪▪ ▪▪▪▪▪▪▪▪▪▪▪▪▪▪▪▪▪▪▪▪▪▪▪▪▪▪▪▪▪▪▪▪▪▪▪▪▪▪▪ ▪▪▪▪▪▪▪▪▪▪▪▪▪▪▪▪▪▪▪▪▪▪▪▪▪▪▪ ▪▪▪▪▪▪▪▪▪▪▪▪▪▪▪▪▪▪▪▪▪▪▪▪▪▪▪▪▪▪▪▪▪▪▪▪▪ ▪▪▪▪▪▪▪▪▪▪▪▪▪▪▪▪▪▪▪▪▪▪▪▪▪▪▪▪▪▪▪▪▪▪▪▪▪▪▪ ▪▪▪▪▪▪▪▪▪▪▪▪▪▪▪▪▪▪▪▪▪▪▪▪▪▪▪▪▪▪▪▪▪▪▪▪▪▪▪ ▪▪▪▪▪▪▪▪▪▪▪▪▪▪▪▪▪▪▪▪▪▪▪▪▪▪▪▪▪▪▪▪▪▪▪▪▪▪▪ ▪▪▪▪▪▪▪▪▪▪▪▪▪▪▪▪▪▪▪▪▪▪▪▪▪▪▪▪▪▪▪▪▪▪▪▪▪▪▪ ▪▪▪▪▪▪▪▪▪▪▪▪▪▪▪▪▪▪▪▪▪▪▪▪▪▪▪▪▪▪▪▪▪▪▪▪▪▪▪ ▪▪▪▪▪▪▪▪▪▪▪▪▪▪▪▪▪▪▪▪▪▪▪▪▪▪▪▪▪▪▪▪▪▪▪▪▪▪▪ ▪▪▪▪▪▪▪▪▪▪▪▪▪▪▪▪▪▪▪▪▪▪▪▪▪▪▪▪▪▪▪▪▪▪▪▪▪▪▪ ▪▪▪▪▪▪▪▪▪▪▪▪▪▪▪▪▪▪▪▪▪▪▪▪▪▪▪ ▪▪▪▪▪▪▪▪▪▪▪▪▪▪▪▪▪▪▪▪▪▪▪▪▪▪▪▪▪▪▪▪▪▪▪▪▪ ▪▪▪▪▪▪▪▪▪▪▪▪▪▪▪▪▪▪▪▪▪▪▪▪▪▪▪▪▪▪▪▪▪▪▪▪▪▪▪ ▪▪▪▪▪▪▪▪▪▪▪▪▪▪▪▪▪▪▪▪▪▪▪▪▪▪▪▪▪▪▪▪▪▪▪▪▪▪▪ ▪▪▪▪▪▪▪▪▪▪▪▪▪▪▪▪▪▪▪▪▪▪▪▪▪▪▪▪▪▪▪▪▪▪▪▪▪▪▪ ▪▪▪▪▪▪▪▪▪▪▪▪▪▪▪▪▪▪▪▪▪▪▪▪▪▪▪▪▪▪▪▪▪▪▪▪▪▪▪ ▪▪▪▪▪▪▪▪▪▪▪▪▪▪▪▪▪▪▪▪▪▪▪▪▪▪▪▪▪▪▪▪▪▪▪▪▪▪▪ ▪▪▪▪▪▪▪▪▪▪▪▪▪▪▪▪▪▪▪▪▪▪▪▪▪▪▪▪▪▪▪▪▪▪▪▪▪▪▪ ▪▪▪▪▪▪▪▪▪▪▪▪▪▪▪▪▪▪▪▪▪▪▪▪▪▪▪▪▪▪▪▪▪▪▪▪▪▪▪ ▪▪▪▪▪▪▪▪▪▪▪▪▪▪▪▪▪▪▪▪▪▪▪▪▪▪▪ ▪▪▪▪▪▪▪▪▪▪▪▪▪▪▪▪▪▪▪▪▪▪▪▪▪▪▪▪▪▪▪▪▪▪▪▪▪ bbox=[423, 153, 559, 484]
highlighted-story-headline: “共同推动更多创新项目落地” bbox=[270, 736, 495, 755]
newspaper-logo: 人民日报 bbox=[701, 21, 794, 47]
masthead bbox=[17, 17, 802, 53]
top-story-subhead-2: 科技创新和绿色发展成为重要驱动力 bbox=[239, 202, 376, 212]
top-story-column-2b: ▪▪▪▪▪▪▪▪▪▪▪▪▪▪▪▪▪▪▪▪▪▪▪▪▪▪▪▪▪▪▪▪▪▪▪ ▪▪▪▪▪▪▪▪▪▪▪▪▪▪▪▪▪▪▪▪▪▪▪▪▪▪▪▪▪▪▪▪▪▪▪▪▪ ▪▪▪▪▪▪▪▪▪▪▪▪▪▪▪▪▪▪▪▪▪▪▪▪▪▪▪▪▪▪▪▪▪▪▪▪▪ ▪▪▪▪▪▪▪▪▪▪▪▪▪▪▪▪▪▪▪▪▪▪▪▪▪▪▪▪▪▪▪▪▪▪▪▪▪ ▪▪▪▪▪▪▪▪▪▪▪▪▪▪▪▪▪▪▪▪▪▪▪▪▪▪▪▪▪▪▪▪▪▪▪▪▪ ▪▪▪▪▪▪▪▪▪▪▪▪▪▪▪▪▪▪▪▪▪▪▪▪▪▪▪▪▪▪▪▪▪▪▪▪▪ ▪▪▪▪▪▪▪▪▪▪▪▪▪▪▪▪▪▪▪▪▪▪▪▪▪▪▪▪▪▪▪▪▪▪▪▪▪ ▪▪▪▪▪▪▪▪▪▪▪▪▪▪▪▪▪▪▪▪▪▪▪▪▪▪▪▪▪▪▪▪▪▪▪▪▪ ▪▪▪▪▪▪▪▪▪▪▪▪▪▪▪▪▪▪▪▪▪▪▪▪▪ ▪▪▪▪▪▪▪▪▪▪▪▪▪▪▪▪▪▪▪▪▪▪▪▪▪▪▪▪▪▪▪▪▪▪▪ ▪▪▪▪▪▪▪▪▪▪▪▪▪▪▪▪▪▪▪▪▪▪▪▪▪▪▪▪▪▪▪▪▪▪▪▪▪ ▪▪▪▪▪▪▪▪▪▪▪▪▪▪▪▪▪▪▪▪▪▪▪▪▪▪▪▪▪▪▪▪▪▪▪▪▪ ▪▪▪▪▪▪▪▪▪▪▪▪▪▪▪▪▪▪▪▪▪▪▪▪▪▪▪▪▪▪▪▪▪▪▪▪▪ ▪▪▪▪▪▪▪▪▪▪▪▪▪▪▪▪▪▪▪▪▪▪▪▪▪▪▪▪▪▪▪▪▪▪▪▪▪ ▪▪▪▪▪▪▪▪▪▪▪▪▪▪▪▪▪▪▪▪▪▪▪▪▪▪▪▪▪▪▪▪▪▪▪▪▪ ▪▪▪▪▪▪▪▪▪▪▪▪▪▪▪▪▪▪▪▪▪▪▪▪▪▪▪▪▪▪▪▪▪▪▪▪▪ ▪▪▪▪▪▪▪▪▪▪▪▪▪▪▪▪▪▪▪▪▪▪▪▪▪▪▪▪▪▪▪▪▪▪▪▪▪ ▪▪▪▪▪▪▪▪▪▪▪▪▪▪▪▪▪▪▪▪▪▪▪▪▪ ▪▪▪▪▪▪▪▪▪▪▪▪▪▪▪▪▪▪▪▪▪▪▪▪▪▪▪▪▪▪▪▪▪▪▪ ▪▪▪▪▪▪▪▪▪▪▪▪▪▪▪▪▪▪▪▪▪▪▪▪▪▪▪▪▪▪▪▪▪▪▪▪▪ ▪▪▪▪▪▪▪▪▪▪▪▪▪▪▪▪▪▪▪▪▪▪▪▪▪▪▪▪▪▪▪▪▪▪▪▪▪ ▪▪▪▪▪▪▪▪▪▪▪▪▪▪▪▪▪▪▪▪▪▪▪▪▪▪▪▪▪▪▪▪▪▪▪▪▪ ▪▪▪▪▪▪▪▪▪▪▪▪▪▪▪▪▪▪▪▪▪▪▪▪▪▪▪▪▪▪▪▪▪▪▪▪▪ ▪▪▪▪▪▪▪▪▪▪▪▪▪▪▪▪▪▪▪▪▪▪▪▪▪▪▪▪▪▪▪▪▪▪▪▪▪ ▪▪▪▪▪▪▪▪▪▪▪▪▪▪▪▪▪▪▪▪▪▪▪▪▪▪▪▪▪▪▪▪▪▪▪▪▪ ▪▪▪▪▪▪▪▪▪▪▪▪▪▪▪▪▪▪▪▪▪▪▪▪▪▪▪▪▪▪▪▪▪▪▪▪▪ ▪▪▪▪▪▪▪▪▪▪▪▪▪▪▪▪▪▪▪▪▪▪▪▪▪ ▪▪▪▪▪▪▪▪▪▪▪▪▪▪▪▪▪▪▪▪▪▪▪▪▪▪▪▪▪▪▪▪▪▪▪ ▪▪▪▪▪▪▪▪▪▪▪▪▪▪▪▪▪▪▪▪▪▪▪▪▪▪▪▪▪▪▪▪▪▪▪▪▪ ▪▪▪▪▪▪▪▪▪▪▪▪▪▪▪▪▪▪▪▪▪▪▪▪▪▪▪▪▪▪▪▪▪▪▪▪▪ ▪▪▪▪▪▪▪▪▪▪▪▪▪▪▪▪▪▪▪▪▪▪▪▪▪▪▪▪▪▪▪▪▪▪▪▪▪ bbox=[227, 215, 356, 438]
section-title: 要闻 bbox=[27, 23, 69, 47]
top-story-column-1a: ▪▪▪▪▪▪▪▪▪▪▪▪▪▪▪▪▪▪▪▪▪▪▪▪▪▪▪▪▪▪▪▪▪▪▪ ▪▪▪▪▪▪▪▪▪▪▪▪▪▪▪▪▪▪▪▪▪▪▪▪▪▪▪▪▪▪▪▪▪▪▪▪▪ ▪▪▪▪▪▪▪▪▪▪▪▪▪▪▪▪▪▪▪▪▪▪▪▪▪▪▪▪▪▪▪▪▪▪▪▪▪ ▪▪▪▪▪▪▪▪▪▪▪▪▪▪▪▪▪▪▪▪▪▪▪▪▪▪▪▪▪▪▪▪▪▪▪▪▪ ▪▪▪▪▪▪▪▪▪▪▪▪▪▪▪▪▪▪▪▪▪▪▪▪▪▪▪▪▪▪▪▪▪▪▪▪▪ ▪▪▪▪▪▪▪▪▪▪▪▪▪▪▪▪▪▪▪▪▪▪▪▪▪▪▪▪▪▪▪▪▪▪▪▪▪ ▪▪▪▪▪▪▪▪▪▪▪▪▪▪▪▪▪▪▪▪▪▪▪▪▪▪▪▪▪▪▪▪▪▪▪▪▪ bbox=[31, 153, 160, 203]
top-story-tag: 两会·读懂中国 bbox=[21, 71, 90, 90]
left-brief-headline-3: 中企承建老挝水电站项目举行开工仪式 bbox=[49, 1039, 185, 1049]
right-brief-headline-2: 格鲁吉亚开启从埃塞俄比亚到20国入关 bbox=[659, 1016, 790, 1025]
top-story-headline: 持续为世界经济复苏提供动力 bbox=[81, 110, 498, 144]
right-brief-body-2: ▪▪▪▪▪▪▪▪▪▪▪▪▪▪▪▪▪▪▪▪▪▪▪▪▪▪▪ ▪▪▪▪▪▪▪▪▪▪▪▪▪▪▪▪▪▪▪▪▪▪▪▪▪▪▪▪▪ ▪▪▪▪▪▪▪▪▪▪▪▪▪▪▪▪▪▪▪▪▪▪▪▪▪▪▪▪▪ ▪▪▪▪▪▪▪▪▪▪▪▪▪▪▪▪▪▪▪▪▪▪▪▪▪▪▪▪▪ ▪▪▪▪▪▪▪▪▪▪▪▪▪▪▪▪▪▪▪▪▪▪▪▪▪▪▪▪▪ ▪▪▪▪▪▪▪▪▪▪▪▪▪▪▪▪▪▪▪▪▪▪▪▪▪▪▪▪▪ ▪▪▪▪▪▪▪▪▪▪▪▪▪▪▪▪▪▪▪▪▪▪▪▪▪▪▪▪▪ ▪▪▪▪▪▪▪▪▪▪▪▪▪▪▪▪▪▪▪▪▪▪▪▪▪▪▪▪▪ ▪▪▪▪▪▪▪▪▪▪▪▪▪▪▪▪▪ ▪▪▪▪▪▪▪▪▪▪▪▪▪▪▪▪▪▪▪▪▪▪▪▪▪▪▪ ▪▪▪▪▪▪▪▪▪▪▪▪▪▪▪▪▪▪▪▪▪▪▪▪▪▪▪▪▪ ▪▪▪▪▪▪▪▪▪▪▪▪▪▪▪▪▪▪▪▪▪▪▪▪▪▪▪▪▪ ▪▪▪▪▪▪▪▪▪▪▪▪▪▪▪▪▪▪▪▪▪▪▪▪▪▪▪▪▪ ▪▪▪▪▪▪▪▪▪▪▪▪▪▪▪▪▪▪▪▪▪▪▪▪▪▪▪▪▪ ▪▪▪▪▪▪▪▪▪▪▪▪▪▪▪▪▪▪▪▪▪▪▪▪▪▪▪▪▪ ▪▪▪▪▪▪▪▪▪▪▪▪▪▪▪▪▪▪▪▪▪▪▪▪▪▪▪▪▪ ▪▪▪▪▪▪▪▪▪▪▪▪▪▪▪▪▪▪▪▪▪▪▪▪▪▪▪▪▪ bbox=[649, 1031, 751, 1153]
forum-headline: 物质文明和精神文明相协调的现代化值得借鉴 bbox=[769, 80, 791, 571]
highlighted-story-column-1: ▪▪▪▪▪▪▪▪▪▪▪▪▪▪▪▪▪▪▪▪▪▪▪▪▪▪▪▪▪▪▪▪▪▪▪▪▪ ▪▪▪▪▪▪▪▪▪▪▪▪▪▪▪▪▪▪▪▪▪▪▪▪▪▪▪▪▪▪▪▪▪▪▪▪▪▪▪ ▪▪▪▪▪▪▪▪▪▪▪▪▪▪▪▪▪▪▪▪▪▪▪▪▪▪▪▪▪▪▪▪▪▪▪▪▪▪▪ ▪▪▪▪▪▪▪▪▪▪▪▪▪▪▪▪▪▪▪▪▪▪▪▪▪▪▪▪▪▪▪▪▪▪▪▪▪▪▪ ▪▪▪▪▪▪▪▪▪▪▪▪▪▪▪▪▪▪▪▪▪▪▪▪▪▪▪▪▪▪▪▪▪▪▪▪▪▪▪ ▪▪▪▪▪▪▪▪▪▪▪▪▪▪▪▪▪▪▪▪▪▪▪▪▪▪▪▪▪▪▪▪▪▪▪▪▪▪▪ ▪▪▪▪▪▪▪▪▪▪▪▪▪▪▪▪▪▪▪▪▪▪▪▪▪▪▪▪▪▪▪▪▪▪▪▪▪▪▪ ▪▪▪▪▪▪▪▪▪▪▪▪▪▪▪▪▪▪▪▪▪▪▪▪▪▪▪▪▪▪▪▪▪▪▪▪▪▪▪ ▪▪▪▪▪▪▪▪▪▪▪▪▪▪▪▪▪▪▪▪▪▪▪▪▪▪▪ ▪▪▪▪▪▪▪▪▪▪▪▪▪▪▪▪▪▪▪▪▪▪▪▪▪▪▪▪▪▪▪▪▪▪▪▪▪ ▪▪▪▪▪▪▪▪▪▪▪▪▪▪▪▪▪▪▪▪▪▪▪▪▪▪▪▪▪▪▪▪▪▪▪▪▪▪▪ ▪▪▪▪▪▪▪▪▪▪▪▪▪▪▪▪▪▪▪▪▪▪▪▪▪▪▪▪▪▪▪▪▪▪▪▪▪▪▪ ▪▪▪▪▪▪▪▪▪▪▪▪▪▪▪▪▪▪▪▪▪▪▪▪▪▪▪▪▪▪▪▪▪▪▪▪▪▪▪ ▪▪▪▪▪▪▪▪▪▪▪▪▪▪▪▪▪▪▪▪▪▪▪▪▪▪▪▪▪▪▪▪▪▪▪▪▪▪▪ ▪▪▪▪▪▪▪▪▪▪▪▪▪▪▪▪▪▪▪▪▪▪▪▪▪▪▪▪▪▪▪▪▪▪▪▪▪▪▪ ▪▪▪▪▪▪▪▪▪▪▪▪▪▪▪▪▪▪▪▪▪▪▪▪▪▪▪▪▪▪▪▪▪▪▪▪▪▪▪ ▪▪▪▪▪▪▪▪▪▪▪▪▪▪▪▪▪▪▪▪▪▪▪▪▪▪▪▪▪▪▪▪▪▪▪▪▪▪▪ ▪▪▪▪▪▪▪▪▪▪▪▪▪▪▪▪▪▪▪▪▪▪▪▪▪▪▪ ▪▪▪▪▪▪▪▪▪▪▪▪▪▪▪▪▪▪▪▪▪▪▪▪▪▪▪▪▪▪▪▪▪▪▪▪▪ ▪▪▪▪▪▪▪▪▪▪▪▪▪▪▪▪▪▪▪▪▪▪▪▪▪▪▪▪▪▪▪▪▪▪▪▪▪▪▪ ▪▪▪▪▪▪▪▪▪▪▪▪▪▪▪▪▪▪▪▪▪▪▪▪▪▪▪▪▪▪▪▪▪▪▪▪▪▪▪ ▪▪▪▪▪▪▪▪▪▪▪▪▪▪▪▪▪▪▪▪▪▪▪▪▪▪▪▪▪▪▪▪▪▪▪▪▪▪▪ ▪▪▪▪▪▪▪▪▪▪▪▪▪▪▪▪▪▪▪▪▪▪▪▪▪▪▪▪▪▪▪▪▪▪▪▪▪▪▪ ▪▪▪▪▪▪▪▪▪▪▪▪▪▪▪▪▪▪▪▪▪▪▪▪▪▪▪▪▪▪▪▪▪▪▪▪▪▪▪ ▪▪▪▪▪▪▪▪▪▪▪▪▪▪▪▪▪▪▪▪▪▪▪▪▪▪▪▪▪▪▪▪▪▪▪▪▪▪▪ bbox=[224, 968, 360, 1147]
